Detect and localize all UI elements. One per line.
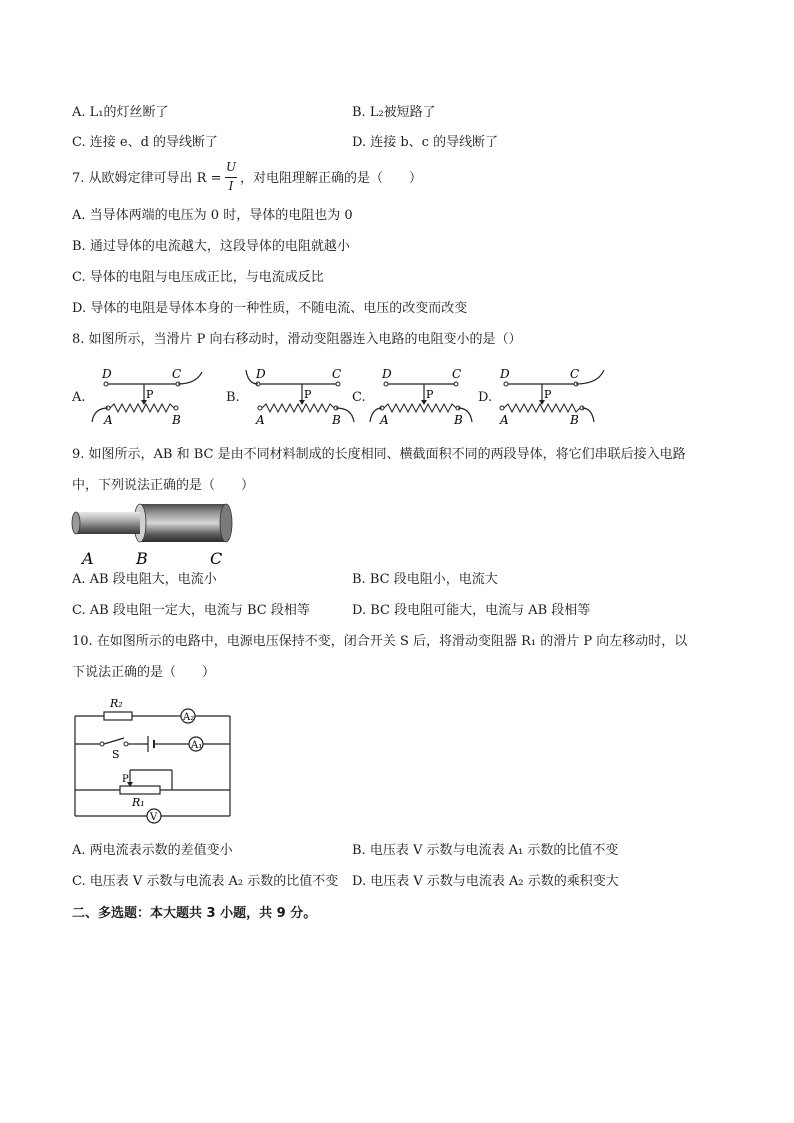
q8a-terminal-c: C: [172, 367, 182, 381]
q8-label-d: D.: [478, 390, 493, 405]
q8a-terminal-b: B: [172, 413, 181, 427]
q10-label-v: V: [150, 812, 158, 823]
q10-option-a: A. 两电流表示数的差值变小: [72, 843, 233, 858]
q10-label-s: S: [112, 748, 120, 761]
q10-circuit-diagram: [70, 694, 240, 834]
q10-label-p: P: [122, 774, 129, 785]
q8d-terminal-b: B: [570, 413, 579, 427]
q8-rheostat-a: [86, 364, 216, 430]
q9-label-c: C: [210, 549, 223, 568]
q7-option-d: D. 导体的电阻是导体本身的一种性质，不随电流、电压的改变而改变: [72, 301, 468, 316]
q9-label-b: B: [136, 549, 148, 568]
q8b-terminal-a: A: [256, 413, 265, 427]
q7-fraction-numerator: U: [225, 160, 237, 174]
q7-fraction-bar: [225, 177, 237, 178]
q6-option-a: A. L₁的灯丝断了: [72, 105, 169, 120]
q8b-terminal-c: C: [332, 367, 342, 381]
q7-option-b: B. 通过导体的电流越大，这段导体的电阻就越小: [72, 239, 350, 254]
q8-label-b: B.: [226, 390, 240, 405]
q6-option-d: D. 连接 b、c 的导线断了: [352, 135, 499, 150]
q9-stem-line2: 中，下列说法正确的是（ ）: [72, 478, 255, 493]
q9-option-d: D. BC 段电阻可能大，电流与 AB 段相等: [352, 603, 591, 618]
q9-label-a: A: [82, 549, 94, 568]
q8-rheostat-d: [492, 364, 612, 430]
q8a-slider-p: P: [146, 388, 154, 401]
q9-option-c: C. AB 段电阻一定大，电流与 BC 段相等: [72, 603, 310, 618]
q8c-terminal-c: C: [452, 367, 462, 381]
q8-rheostat-b: [240, 364, 360, 430]
q8-rheostat-c: [366, 364, 476, 430]
q10-option-d: D. 电压表 V 示数与电流表 A₂ 示数的乘积变大: [352, 874, 619, 889]
q10-label-r1: R₁: [132, 796, 145, 809]
q10-label-a1: A₁: [191, 740, 203, 751]
q8a-terminal-d: D: [102, 367, 112, 381]
q7-option-c: C. 导体的电阻与电压成正比，与电流成反比: [72, 270, 324, 285]
q9-stem-line1: 9. 如图所示，AB 和 BC 是由不同材料制成的长度相同、横截面积不同的两段导体，将它们串联后接入电路: [72, 447, 686, 462]
q10-label-a2: A₂: [183, 712, 195, 723]
q7-stem-pre: 7. 从欧姆定律可导出 R =: [72, 171, 222, 186]
q10-option-c: C. 电压表 V 示数与电流表 A₂ 示数的比值不变: [72, 874, 339, 889]
q9-conductor-figure: [70, 500, 240, 570]
q8-label-c: C.: [352, 390, 366, 405]
q10-stem-line2: 下说法正确的是（ ）: [72, 665, 216, 680]
q8d-slider-p: P: [544, 388, 552, 401]
q9-option-b: B. BC 段电阻小，电流大: [352, 572, 498, 587]
section-2-heading: 二、多选题：本大题共 3 小题，共 9 分。: [72, 906, 317, 921]
q6-option-b: B. L₂被短路了: [352, 105, 436, 120]
q8b-terminal-b: B: [332, 413, 341, 427]
q8d-terminal-a: A: [500, 413, 509, 427]
q6-option-c: C. 连接 e、d 的导线断了: [72, 135, 219, 150]
q8d-terminal-d: D: [500, 367, 510, 381]
q7-stem-post: ，对电阻理解正确的是（ ）: [240, 171, 423, 186]
q8-stem: 8. 如图所示，当滑片 P 向右移动时，滑动变阻器连入电路的电阻变小的是（）: [72, 332, 522, 347]
q8c-terminal-d: D: [382, 367, 392, 381]
q8c-terminal-a: A: [380, 413, 389, 427]
q7-option-a: A. 当导体两端的电压为 0 时，导体的电阻也为 0: [72, 208, 353, 223]
q8d-terminal-c: C: [570, 367, 580, 381]
q8c-slider-p: P: [426, 388, 434, 401]
q7-fraction-denominator: I: [228, 179, 234, 193]
q8-label-a: A.: [72, 390, 86, 405]
q8c-terminal-b: B: [454, 413, 463, 427]
q10-stem-line1: 10. 在如图所示的电路中，电源电压保持不变，闭合开关 S 后，将滑动变阻器 R₁ 的滑片 P 向左移动时，以: [72, 634, 688, 649]
q9-option-a: A. AB 段电阻大，电流小: [72, 572, 217, 587]
q8a-terminal-a: A: [104, 413, 113, 427]
q10-option-b: B. 电压表 V 示数与电流表 A₁ 示数的比值不变: [352, 843, 619, 858]
q10-label-r2: R₂: [110, 697, 123, 710]
q8b-slider-p: P: [304, 388, 312, 401]
q8b-terminal-d: D: [256, 367, 266, 381]
